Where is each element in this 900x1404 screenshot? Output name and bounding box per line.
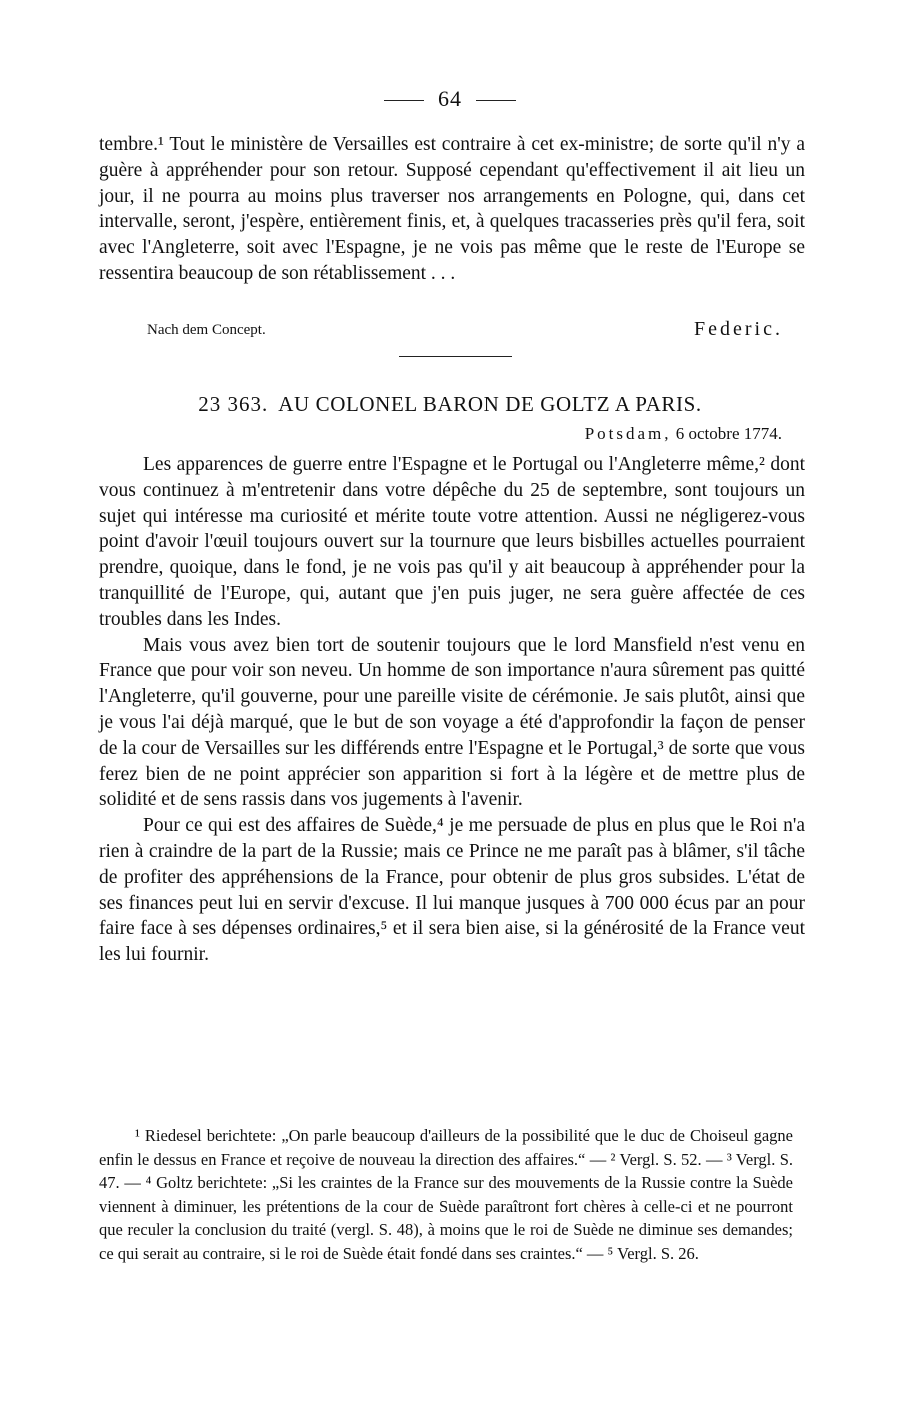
- letter-title: AU COLONEL BARON DE GOLTZ A PARIS.: [278, 392, 702, 416]
- footnotes: ¹ Riedesel berichtete: „On parle beaucoup d'ailleurs de la possibilité que le duc de Choiseul gagne enfin le dessus en France et reçoive de nouveau la direction des affaires.“ — ² Vergl. S. 52. — ³ Vergl. S. 47. — ⁴ Goltz berichtete: „Si les craintes de la France sur des mouvements de la Russie contre la Suède viennent à diminuer, les prétentions de la cour de Suède paraîtront fort chères à celle-ci et ne pourront que reculer la conclusion du traité (vergl. S. 48), à moins que le roi de Suède ne diminue ses demandes; ce qui serait au contraire, si le roi de Suède était fondé dans ses craintes.“ — ⁵ Vergl. S. 26.: [99, 1126, 793, 1263]
- dateline: [585, 424, 782, 444]
- page-number-dash-right: [476, 100, 516, 101]
- paragraph-1: Les apparences de guerre entre l'Espagne et le Portugal ou l'Angleterre même,² dont vous continuez à m'entretenir dans votre dépêche du 25 de septembre, sont toujours un sujet qui intéresse ma curiosité et mérite toute votre attention. Aussi ne négligerez-vous point d'avoir l'œuil toujours ouvert sur la tournure que leurs bisbilles actuelles pourraient prendre, quoique, dans le fond, je ne vois pas qu'il y ait beaucoup à appréhender pour la tranquillité de l'Europe, qui, autant que j'en puis juger, ne sera guère affectée de ces troubles dans les Indes.: [99, 454, 805, 630]
- footnotes-block: [99, 1124, 793, 1266]
- continued-paragraph: tembre.¹ Tout le ministère de Versailles est contraire à cet ex-ministre; de sorte qu'il n'y a guère à appréhender pour son retour. Supposé cependant qu'effectivement il ait lieu un jour, il ne pourra au moins plus traverser nos arrangements en Pologne, qui, dans cet intervalle, seront, j'espère, entièrement finis, et, à quelques tracasseries près qu'il fera, soit avec l'Angleterre, soit avec l'Espagne, je ne vois pas même que le reste de l'Europe se ressentira beaucoup de son rétablissement . . .: [99, 134, 805, 284]
- section-divider: [399, 356, 512, 357]
- dateline-place: Potsdam,: [584, 424, 672, 443]
- letter-number: 23 363.: [198, 392, 269, 416]
- signature: Federic.: [694, 318, 783, 340]
- page-number-dash-left: [384, 100, 424, 101]
- letter-body: [99, 452, 805, 968]
- letter-heading: [0, 392, 900, 417]
- page-number: 64: [438, 86, 462, 111]
- continued-paragraph-block: [99, 132, 805, 287]
- closing-line: [147, 318, 783, 344]
- page-number-line: [0, 86, 900, 112]
- dateline-date: 6 octobre 1774.: [675, 424, 782, 443]
- source-note: Nach dem Concept.: [147, 322, 266, 338]
- paragraph-3: Pour ce qui est des affaires de Suède,⁴ je me persuade de plus en plus que le Roi n'a rien à craindre de la part de la Russie; mais ce Prince ne me paraît pas à blâmer, s'il tâche de profiter des appréhensions de la France, pour obtenir de plus gros subsides. L'état de ses finances peut lui en servir d'excuse. Il lui manque jusques à 700 000 écus par an pour faire face à ses dépenses ordinaires,⁵ et il sera bien aise, si la générosité de la France veut les lui fournir.: [99, 815, 805, 966]
- paragraph-2: Mais vous avez bien tort de soutenir toujours que le lord Mansfield n'est venu en France que pour voir son neveu. Un homme de son importance n'aura sûrement pas quitté l'Angleterre, qu'il gouverne, pour une pareille visite de cérémonie. Je sais plutôt, ainsi que je vous l'ai déjà marqué, que le but de son voyage a été d'approfondir la façon de penser de la cour de Versailles sur les différends entre l'Espagne et le Portugal,³ de sorte que vous ferez bien de ne point apprécier son apparition si fort à la légère et de mettre plus de solidité et de sens rassis dans vos jugements à l'avenir.: [99, 634, 805, 811]
